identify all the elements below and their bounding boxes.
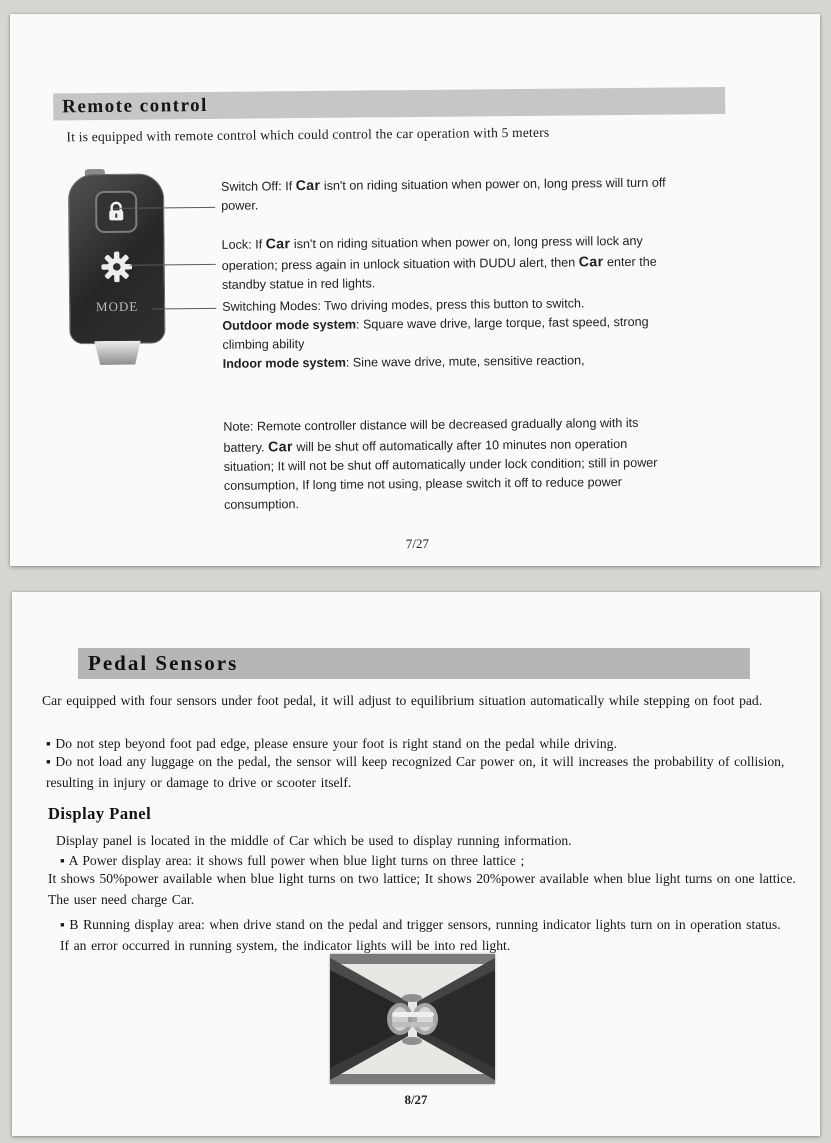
outdoor-mode-text: : Square wave drive, large torque, fast speed, strong climbing ability xyxy=(222,314,649,352)
car-word: Car xyxy=(265,235,291,252)
section-title: Remote control xyxy=(62,94,209,117)
bullet-power-display-area: ▪ A Power display area: it shows full power when blue light turns on three lattice ; xyxy=(60,853,525,868)
section-title: Pedal Sensors xyxy=(88,651,239,675)
lock-paragraph xyxy=(221,229,677,295)
lock-text-pre: Lock: If xyxy=(221,237,266,252)
switch-off-text-post: isn't on riding situation when power on, long press will turn off power. xyxy=(221,175,666,214)
modes-outdoor-line xyxy=(222,312,687,354)
modes-indoor-line xyxy=(223,350,688,373)
remote-clip xyxy=(88,341,146,366)
note-text-pre: Note: Remote controller distance will be decreased gradually along with its battery. xyxy=(223,415,639,455)
note-text-post: will be shut off automatically after 10 minutes non operation situation; It will not be shut off automatically under lock condition; still in power consumption, If long time not using, please switch it off to reduce power consumption. xyxy=(223,436,658,512)
switch-off-text-pre: Switch Off: If xyxy=(220,179,296,194)
power-display-continuation: It shows 50%power available when blue light turns on two lattice; It shows 20%power available when blue light turns on one lattice. The user need charge Car. xyxy=(48,871,796,908)
page-number: 7/27 xyxy=(405,535,430,552)
lock-text-post: enter the standby statue in red lights. xyxy=(221,254,657,293)
callout-line-2 xyxy=(130,264,216,266)
pedal-sensors-paragraph: Car equipped with four sensors under foot pedal, it will adjust to equilibrium situation automatically while stepping on foot pad. xyxy=(42,693,763,708)
gear-icon xyxy=(97,247,137,287)
lock-icon xyxy=(95,191,137,233)
note-paragraph xyxy=(223,414,661,515)
remote-control-image xyxy=(61,168,171,375)
intro-text: It is equipped with remote control which could control the car operation with 5 meters xyxy=(66,124,550,145)
display-panel-paragraph: Display panel is located in the middle of Car which be used to display running information. xyxy=(56,833,572,848)
indoor-mode-text: : Sine wave drive, mute, sensitive reaction, xyxy=(345,353,585,370)
callout-line-3 xyxy=(152,308,216,310)
car-word: Car xyxy=(578,253,604,270)
switching-modes-paragraph xyxy=(222,293,688,373)
section-header-remote-control xyxy=(53,87,725,120)
car-word: Car xyxy=(295,176,321,194)
hoverboard-center-photo xyxy=(330,954,495,1084)
manual-page-7 xyxy=(10,14,820,566)
bullet-foot-pad-edge: ▪ Do not step beyond foot pad edge, please ensure your foot is right stand on the pedal while driving. xyxy=(46,736,617,751)
outdoor-mode-label: Outdoor mode system xyxy=(222,317,357,333)
bullet-no-luggage: ▪ Do not load any luggage on the pedal, the sensor will keep recognized Car power on, it will increases the probability of collision, resulting in injury or damage to drive or scooter itself. xyxy=(46,754,785,791)
display-panel-heading: Display Panel xyxy=(48,804,152,823)
remote-body xyxy=(68,173,166,344)
car-word: Car xyxy=(267,438,293,455)
page-number: 8/27 xyxy=(404,1092,428,1107)
indoor-mode-label: Indoor mode system xyxy=(222,355,346,371)
lock-text-mid: isn't on riding situation when power on, long press will lock any operation; press again in unlock situation with DUDU alert, then xyxy=(221,233,643,274)
modes-line-1: Switching Modes: Two driving modes, press this button to switch. xyxy=(222,296,585,314)
remote-mode-label: MODE xyxy=(95,298,139,315)
switch-off-paragraph xyxy=(221,171,676,215)
section-header-pedal-sensors xyxy=(78,648,750,679)
manual-page-8 xyxy=(12,592,820,1136)
bullet-running-display-area: ▪ B Running display area: when drive stand on the pedal and trigger sensors, running indicator lights turn on in operation status. If an error occurred in running system, the indicator lights will be into red light. xyxy=(60,917,781,954)
